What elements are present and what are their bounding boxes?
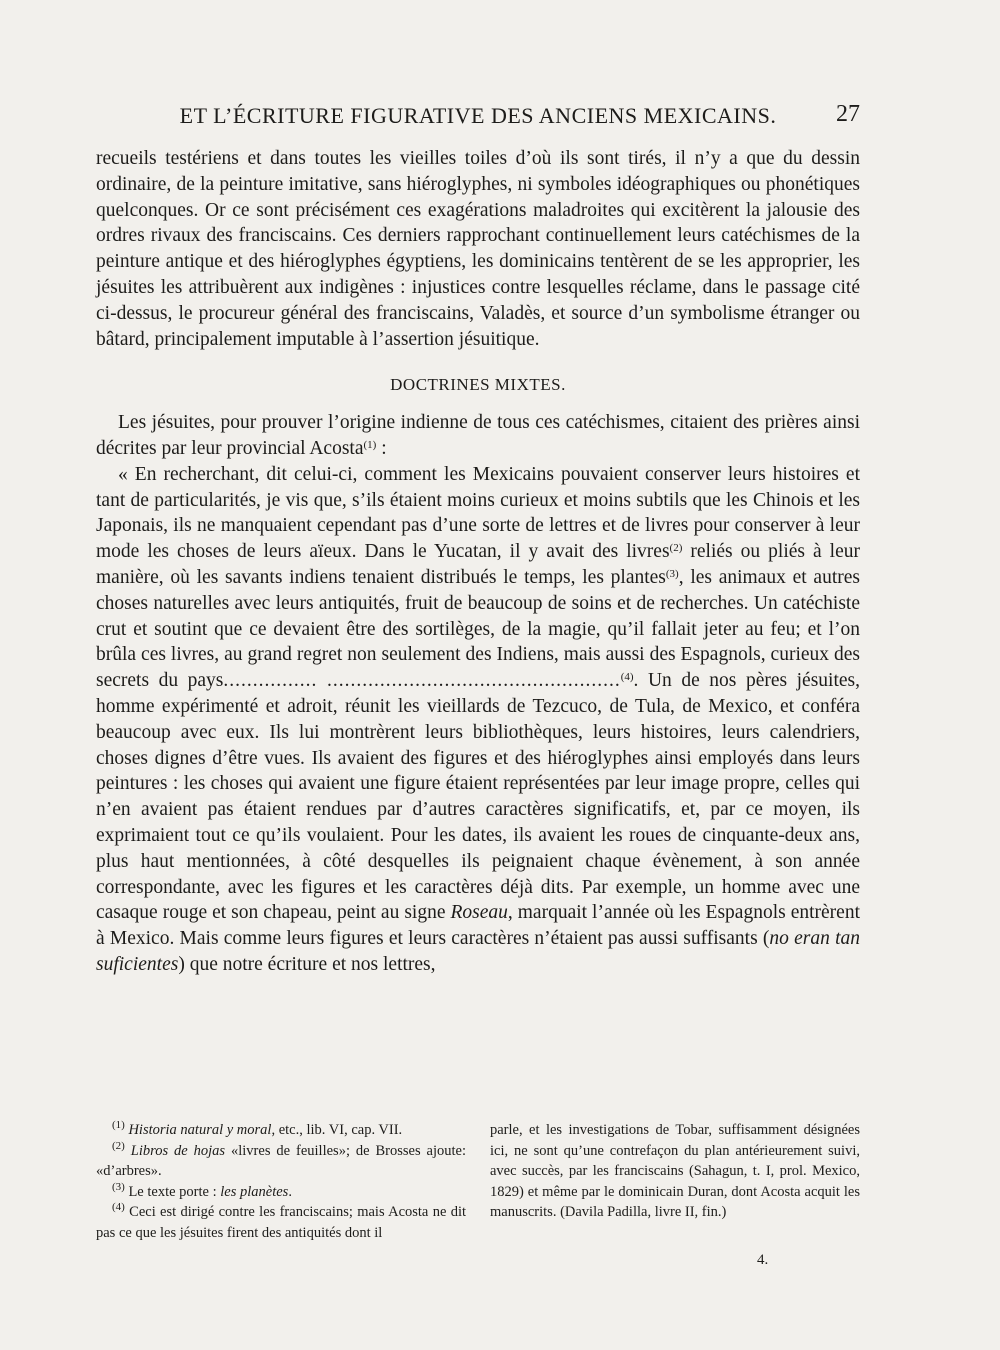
italic-term: Roseau xyxy=(450,902,508,924)
footnote-text: «livres de feuilles»; de Brosses ajoute: «d’arbres». xyxy=(96,1142,467,1179)
footnote-1 xyxy=(96,1120,466,1141)
footnote-text: Le texte porte : xyxy=(128,1183,221,1200)
footnote-text: , etc., lib. VI, cap. VII. xyxy=(271,1122,403,1138)
quote-text: . Un de nos pères jésuites, homme expérimenté et adroit, réunit les vieillards de Tezcuco, de Tula, de Mexico, et conféra beaucoup avec eux. Ils lui montrèrent leurs bibliothèques, leurs histoires, leurs calendriers, choses dignes d’être vues. Ils avaient des figures et des hiéroglyphes ainsi employés dans leurs peintures : les choses qui avaient une figure étaient représentées par leur image propre, celles qui n’en avaient pas étaient rendues par d’autres caractères significatifs, et, par ce moyen, ils exprimaient tout ce qu’ils voulaient. Pour les dates, ils avaient les roues de cinquante-deux ans, plus haut mentionnées, à côté desquelles ils peignaient chaque évènement, à son année correspondante, avec les figures et les caractères déjà dits. Par exemple, un homme avec une casaque rouge et son chapeau, peint au signe xyxy=(96,670,860,924)
quote-text: « En recherchant, dit celui-ci, comment les Mexicains pouvaient conserver leurs histoires et tant de particularités, je vis que, s’ils étaient moins curieux et moins subtils que les Chinois et les Japonais, ils ne manquaient cependant pas d’une sorte de lettres et de livres pour conserver à leur mode les choses de leurs aïeux. Dans le Yucatan, il y avait des livres xyxy=(96,463,860,563)
quote-text: ) que notre écriture et nos lettres, xyxy=(178,953,436,975)
footnotes xyxy=(96,1120,860,1243)
running-title: ET L’ÉCRITURE FIGURATIVE DES ANCIENS MEXICAINS. xyxy=(179,103,777,128)
paragraph-tail: : xyxy=(376,437,387,459)
footnote-column-left xyxy=(96,1120,466,1243)
footnote-ref: (3) xyxy=(665,567,679,580)
paragraph: recueils testériens et dans toutes les vieilles toiles d’où ils sont tirés, il n’y a que du dessin ordinaire, de la peinture imitative, sans hiéroglyphes, ni symboles idéographiques ou phonétiques quelconques. Or ce sont précisément ces exagérations maladroites qui excitèrent la jalousie des ordres rivaux des franciscains. Ces derniers rapprochant continuellement leurs catéchismes de la peinture antique et des hiéroglyphes égyptiens, les dominicains tentèrent de se les approprier, les jésuites les attribuèrent aux indigènes : injustices contre lesquelles réclame, dans le passage cité ci-dessus, le procureur général des franciscains, Valadès, et source d’un symbolisme étranger ou bâtard, principalement imputable à l’assertion jésuitique. xyxy=(96,148,860,350)
footnote-marker: (1) xyxy=(112,1119,125,1131)
footnote-marker: (3) xyxy=(112,1180,125,1193)
quote-text: , marquait l’année où les Espagnols entrèrent à Mexico. Mais comme leurs figures et leurs caractères n’étaient pas aussi suffisants ( xyxy=(96,902,860,950)
footnote-marker: (4) xyxy=(112,1201,125,1213)
footnote-column-right xyxy=(490,1120,860,1243)
main-text xyxy=(96,146,860,978)
quote-text: , les animaux et autres choses naturelles avec leurs antiquités, fruit de beaucoup de soins et de recherches. Un catéchiste crut et soutint que ce devaient être des sortilèges, de la magie, qu’il fallait jeter au feu; et l’on brûla ces livres, au grand regret non seulement des Indiens, mais aussi des Espagnols, curieux des secrets du pays xyxy=(96,566,860,692)
footnote-marker: (2) xyxy=(112,1139,125,1152)
section-heading: DOCTRINES MIXTES. xyxy=(390,375,566,395)
ellipsis-dots: .................................................. xyxy=(326,670,621,692)
footnote-2 xyxy=(96,1141,466,1182)
footnote-text: Ceci est dirigé contre les franciscains; mais Acosta ne dit pas ce que les jésuites firent des antiquités dont il xyxy=(96,1204,467,1241)
footnote-italic: Libros de hojas xyxy=(130,1142,226,1159)
quote-text: reliés ou pliés à leur manière, où les savants indiens tenaient distribués le temps, les plantes xyxy=(96,541,860,588)
paragraph-text: Les jésuites, pour prouver l’origine indienne de tous ces catéchismes, citaient des prières ainsi décrites par leur provincial Acosta xyxy=(96,412,860,459)
footnote-ref: (2) xyxy=(669,542,683,555)
footnote-italic: Historia natural y moral xyxy=(128,1122,272,1138)
footnote-italic: les planètes xyxy=(220,1183,289,1200)
page-number: 27 xyxy=(836,101,860,127)
footnote-text: . xyxy=(288,1183,292,1200)
ellipsis-dots: ................ xyxy=(223,670,318,692)
footnote-4 xyxy=(96,1202,466,1243)
italic-term: no eran tan suficientes xyxy=(96,928,860,975)
signature-mark: 4. xyxy=(757,1252,769,1268)
footnote-4-continued: parle, et les investigations de Tobar, suffisamment désignées ici, ne sont qu’une contrefaçon du plan antérieurement suivi, avec succès, par les franciscains (Sahagun, t. I, prol. Mexico, 1829) et même par le dominicain Duran, dont Acosta acquit les manuscrits. (Davila Padilla, livre II, fin.) xyxy=(490,1122,860,1220)
footnote-3 xyxy=(96,1182,466,1203)
footnote-ref: (4) xyxy=(620,671,634,684)
quotation xyxy=(96,462,860,978)
paragraph xyxy=(96,410,860,462)
footnote-ref: (1) xyxy=(363,438,377,451)
